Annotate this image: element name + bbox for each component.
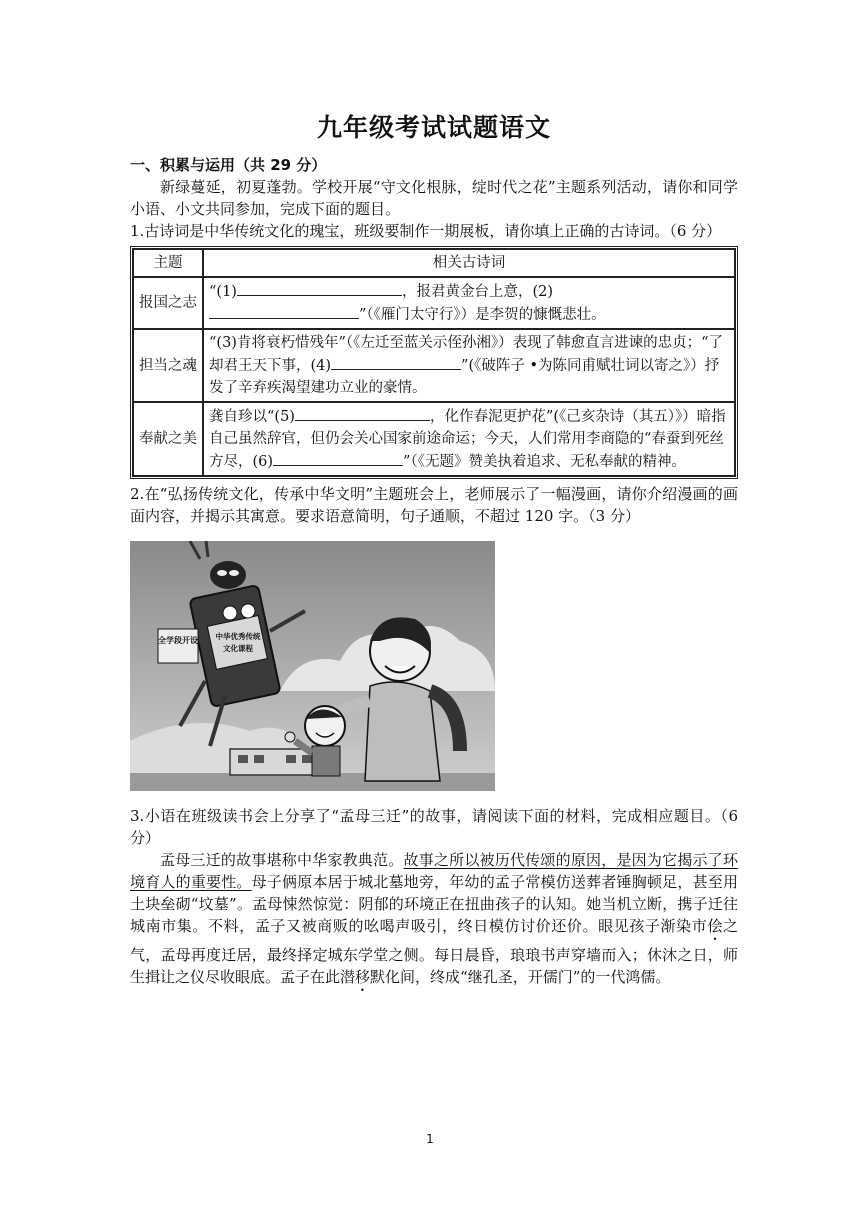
row-topic: 报国之志 [133, 277, 203, 329]
sign-label [158, 629, 198, 663]
row-topic: 奉献之美 [133, 402, 203, 476]
row-text: ”（《雁门太守行》）是李贺的慷慨悲壮。 [359, 307, 606, 323]
passage-text: 之气，孟母再度迁居，最终择定城东学堂之侧。每日晨昏，琅琅书声穿墙而入；休沐之日，师生揖让之仪尽收眼底。孟子在此潜 [130, 917, 738, 986]
row-content [203, 277, 735, 329]
book-label-line1: 中华优秀传统 [215, 632, 261, 641]
section-intro: 新绿蔓延，初夏蓬勃。学校开展“守文化根脉，绽时代之花”主题系列活动，请你和同学小语、小文共同参加，完成下面的题目。 [130, 178, 738, 218]
dotted-character: 侩 [707, 917, 723, 935]
question-3-stem: 3.小语在班级读书会上分享了“孟母三迁”的故事，请阅读下面的材料，完成相应题目。（6 分） [130, 807, 738, 847]
question-1-stem: 1.古诗词是中华传统文化的瑰宝，班级要制作一期展板，请你填上正确的古诗词。（6 分） [130, 222, 722, 240]
answer-blank-5[interactable] [295, 405, 430, 421]
page-title: 九年级考试试题语文 [316, 113, 551, 142]
row-text: ，化作春泥更护花”(《己亥杂诗（其五）》）暗指自己虽然辞官，但仍会关心国家前途命运；今天，人们常用李商隐的“春蚕到死丝方尽，(6) [209, 409, 726, 470]
row-topic: 担当之魂 [133, 329, 203, 402]
row-text: “(1) [209, 284, 237, 300]
cartoon-image [130, 541, 495, 791]
exam-page [130, 108, 738, 995]
answer-blank-6[interactable] [273, 450, 403, 466]
header-topic: 主题 [133, 249, 203, 277]
answer-blank-4[interactable] [331, 354, 461, 370]
table-row [133, 277, 735, 329]
reading-passage [130, 849, 738, 995]
page-number: 1 [426, 1132, 434, 1146]
row-text: ”(《破阵子 •为陈同甫赋壮词以寄之》）抒发了辛弃疾渴望建功立业的豪情。 [209, 358, 720, 396]
table-header-row [133, 249, 735, 277]
row-text: “(3)肯将衰朽惜残年”（《左迁至蓝关示侄孙湘》）表现了韩愈直言进谏的忠贞；“了却君王天下事，(4) [209, 335, 724, 374]
underlined-sentence: 故事之所以被历代传颂的原因，是因为它揭示了环境育人的重要性。 [130, 851, 738, 891]
row-text: ”（《无题》赞美执着追求、无私奉献的精神。 [403, 454, 686, 470]
dotted-character: 移 [355, 968, 371, 986]
row-text: 龚自珍以“(5) [209, 409, 295, 425]
sign-label-text: 全学段开设 [158, 636, 198, 645]
header-poems: 相关古诗词 [203, 249, 735, 277]
table-row [133, 329, 735, 402]
row-content [203, 402, 735, 476]
row-content [203, 329, 735, 402]
passage-text: 默化间，终成“继孔圣，开儒门”的一代鸿儒。 [370, 968, 671, 986]
table-row [133, 402, 735, 476]
book-label-line2: 文化课程 [223, 644, 253, 653]
flower-icon [285, 732, 295, 742]
passage-text: 孟母三迁的故事堪称中华家教典范。 [160, 851, 404, 869]
row-text: ，报君黄金台上意，(2) [401, 284, 553, 300]
section-heading: 一、积累与运用（共 29 分） [130, 156, 327, 174]
answer-blank-2[interactable] [209, 303, 359, 319]
question-2-stem: 2.在“弘扬传统文化，传承中华文明”主题班会上，老师展示了一幅漫画，请你介绍漫画的画面内容，并揭示其寓意。要求语意简明，句子通顺，不超过 120 字。（3 分） [130, 485, 738, 525]
poem-table [130, 246, 738, 479]
answer-blank-1[interactable] [237, 280, 402, 296]
passage-text: 母子俩原本居于城北墓地旁，年幼的孟子常模仿送葬者锤胸顿足，甚至用土块垒砌“坟墓”。孟母悚然惊觉：阴郁的环境正在扭曲孩子的认知。她当机立断，携子迁往城南市集。不料，孟子又被商贩的吆喝声吸引，终日模仿讨价还价。眼见孩子渐染市 [130, 873, 738, 935]
